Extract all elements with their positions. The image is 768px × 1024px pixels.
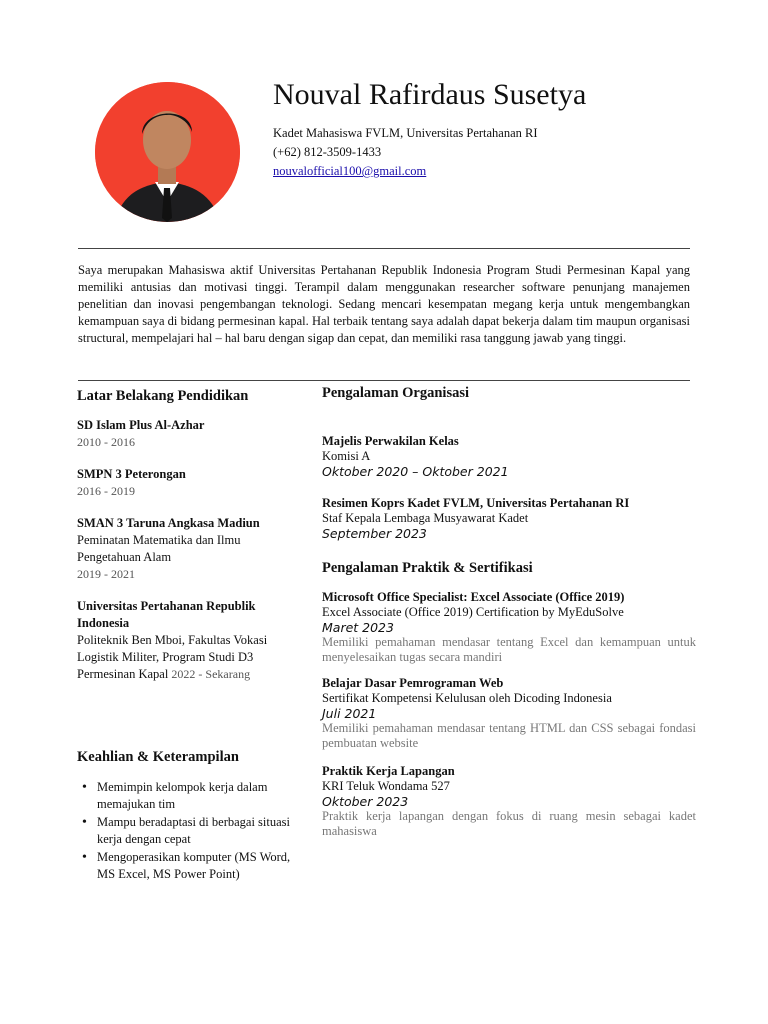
person-photo-icon (95, 82, 240, 222)
profile-photo (95, 82, 240, 222)
school-name: SMAN 3 Taruna Angkasa Madiun (77, 516, 260, 530)
practice-period: Juli 2021 (322, 706, 377, 721)
organization-period: Oktober 2020 – Oktober 2021 (322, 464, 509, 479)
organization-role: Staf Kepala Lembaga Musyawarat Kadet (322, 511, 529, 525)
practice-description: Memiliki pemahaman mendasar tentang Excel dan kemampuan untuk menyelesaikan tugas secara mandiri (322, 635, 696, 664)
skill-item: • Mengoperasikan komputer (MS Word, MS Excel, MS Power Point) (77, 849, 292, 883)
divider-middle (78, 380, 690, 381)
school-name: SMPN 3 Peterongan (77, 467, 186, 481)
school-years: 2022 - Sekarang (171, 667, 251, 681)
skill-item: • Memimpin kelompok kerja dalam memajukan tim (77, 779, 292, 813)
skill-item: • Mampu beradaptasi di berbagai situasi kerja dengan cepat (77, 814, 292, 848)
organization-name: Resimen Koprs Kadet FVLM, Universitas Pertahanan RI (322, 496, 630, 510)
candidate-name: Nouval Rafirdaus Susetya (273, 78, 587, 111)
school-name: SD Islam Plus Al-Azhar (77, 418, 205, 432)
practice-item (322, 590, 696, 665)
practice-description: Memiliki pemahaman mendasar tentang HTML dan CSS sebagai fondasi pembuatan website (322, 721, 696, 750)
education-item (77, 466, 289, 500)
candidate-title: Kadet Mahasiswa FVLM, Universitas Pertahanan RI (273, 126, 538, 140)
organization-item (322, 434, 696, 479)
education-item (77, 598, 289, 683)
practice-title: Microsoft Office Specialist: Excel Associate (Office 2019) (322, 590, 625, 604)
divider-top (78, 248, 690, 249)
practice-description: Praktik kerja lapangan dengan fokus di ruang mesin sebagai kadet mahasiswa (322, 809, 696, 838)
practice-item (322, 676, 696, 751)
practice-subtitle: KRI Teluk Wondama 527 (322, 779, 450, 793)
skills-list (77, 779, 292, 884)
practice-title: Belajar Dasar Pemrograman Web (322, 676, 504, 690)
education-item (77, 417, 289, 451)
practice-subtitle: Excel Associate (Office 2019) Certification by MyEduSolve (322, 605, 624, 619)
school-detail: Peminatan Matematika dan Ilmu Pengetahuan Alam (77, 533, 241, 564)
practice-period: Maret 2023 (322, 620, 394, 635)
email-link[interactable]: nouvalofficial100@gmail.com (273, 164, 427, 178)
practice-period: Oktober 2023 (322, 794, 409, 809)
phone-number: (+62) 812-3509-1433 (273, 145, 382, 159)
practice-title: Praktik Kerja Lapangan (322, 764, 455, 778)
education-heading: Latar Belakang Pendidikan (77, 388, 249, 404)
school-name: Universitas Pertahanan Republik Indonesia (77, 599, 256, 630)
education-item (77, 515, 289, 583)
organization-role: Komisi A (322, 449, 371, 463)
practice-subtitle: Sertifikat Kompetensi Kelulusan oleh Dicoding Indonesia (322, 691, 612, 705)
practice-item (322, 764, 696, 839)
school-detail: Politeknik Ben Mboi, Fakultas Vokasi Logistik Militer, Program Studi D3 Permesinan Kapal (77, 633, 268, 681)
school-years: 2019 - 2021 (77, 567, 135, 581)
contact-block (273, 124, 538, 181)
organization-heading: Pengalaman Organisasi (322, 385, 470, 401)
organization-period: September 2023 (322, 526, 427, 541)
school-years: 2016 - 2019 (77, 484, 135, 498)
school-years: 2010 - 2016 (77, 435, 135, 449)
practice-heading: Pengalaman Praktik & Sertifikasi (322, 560, 533, 576)
organization-name: Majelis Perwakilan Kelas (322, 434, 459, 448)
organization-item (322, 496, 696, 541)
profile-summary: Saya merupakan Mahasiswa aktif Universitas Pertahanan Republik Indonesia Program Studi Permesinan Kapal yang memiliki antusias dan motivasi tinggi. Terampil dalam menggunakan researcher software penunjang manajemen penelitian dan inovasi pengembangan teknologi. Sedang mencari kesempatan megang kerja untuk mengembangkan kemampuan saya di bidang permesinan kapal. Hal terbaik tentang saya adalah dapat bekerja dalam tim maupun organisasi structural, mempelajari hal – hal baru dengan sigap dan cepat, dan memiliki rasa tanggung jawab yang tinggi. (78, 263, 690, 345)
skills-heading: Keahlian & Keterampilan (77, 749, 239, 765)
